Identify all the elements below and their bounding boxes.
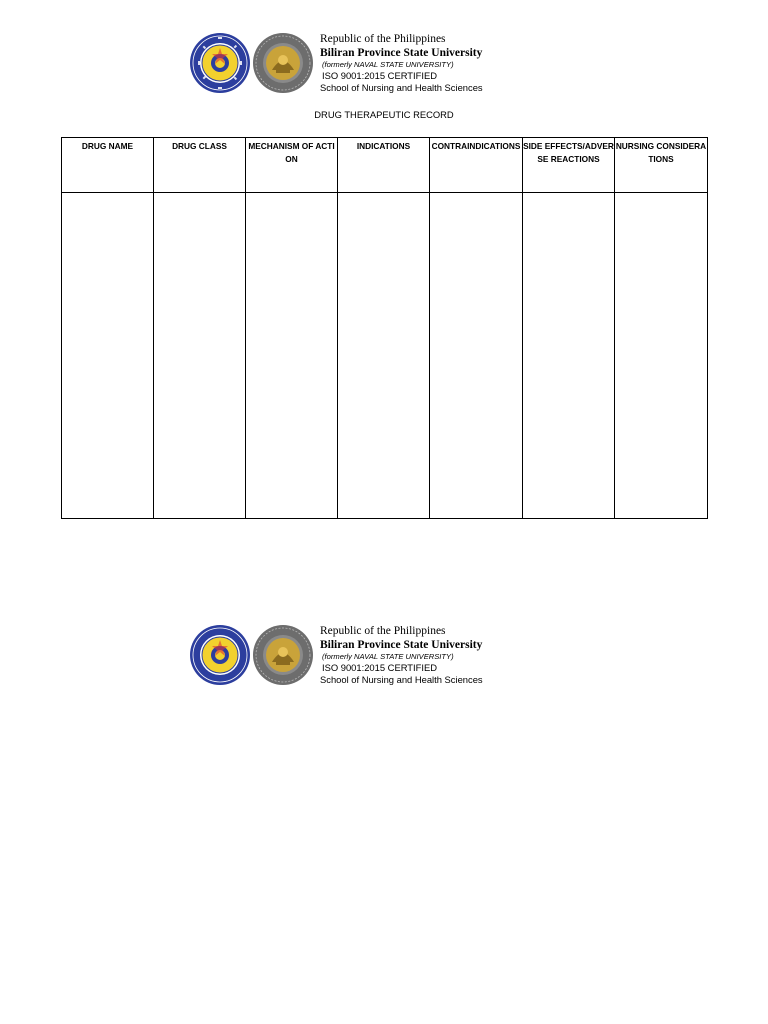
document-title: DRUG THERAPEUTIC RECORD bbox=[314, 109, 454, 120]
column-header-indications: INDICATIONS bbox=[338, 138, 430, 193]
iso-certification: ISO 9001:2015 CERTIFIED bbox=[322, 70, 437, 81]
university-name: Biliran Province State University bbox=[320, 47, 483, 59]
letterhead bbox=[189, 31, 589, 97]
column-header-drug-name: DRUG NAME bbox=[62, 138, 154, 193]
indications-cell[interactable] bbox=[338, 193, 430, 519]
school-name: School of Nursing and Health Sciences bbox=[320, 674, 483, 685]
iso-certification: ISO 9001:2015 CERTIFIED bbox=[322, 662, 437, 673]
formerly-line: (formerly NAVAL STATE UNIVERSITY) bbox=[322, 652, 454, 661]
column-header-side-effects: SIDE EFFECTS/ADVERSE REACTIONS bbox=[523, 138, 615, 193]
nsu-seal-logo bbox=[252, 624, 314, 686]
column-header-mechanism: MECHANISM OF ACTION bbox=[246, 138, 338, 193]
side-effects-cell[interactable] bbox=[523, 193, 615, 519]
university-name: Biliran Province State University bbox=[320, 639, 483, 651]
column-header-drug-class: DRUG CLASS bbox=[154, 138, 246, 193]
letterhead-page-2 bbox=[189, 623, 589, 689]
letterhead-logos bbox=[189, 623, 317, 689]
table-header-row bbox=[62, 138, 708, 193]
bipsu-seal-logo bbox=[189, 32, 251, 94]
republic-line: Republic of the Philippines bbox=[320, 33, 446, 45]
drug-name-cell[interactable] bbox=[62, 193, 154, 519]
school-name: School of Nursing and Health Sciences bbox=[320, 82, 483, 93]
column-header-nursing-considerations: NURSING CONSIDERATIONS bbox=[615, 138, 708, 193]
nsu-seal-logo bbox=[252, 32, 314, 94]
bipsu-seal-logo bbox=[189, 624, 251, 686]
nursing-considerations-cell[interactable] bbox=[615, 193, 708, 519]
column-header-contraindications: CONTRAINDICATIONS bbox=[430, 138, 523, 193]
letterhead-logos bbox=[189, 31, 317, 97]
table-row bbox=[62, 193, 708, 519]
drug-class-cell[interactable] bbox=[154, 193, 246, 519]
formerly-line: (formerly NAVAL STATE UNIVERSITY) bbox=[322, 60, 454, 69]
republic-line: Republic of the Philippines bbox=[320, 625, 446, 637]
drug-record-table bbox=[61, 137, 708, 519]
mechanism-cell[interactable] bbox=[246, 193, 338, 519]
contraindications-cell[interactable] bbox=[430, 193, 523, 519]
